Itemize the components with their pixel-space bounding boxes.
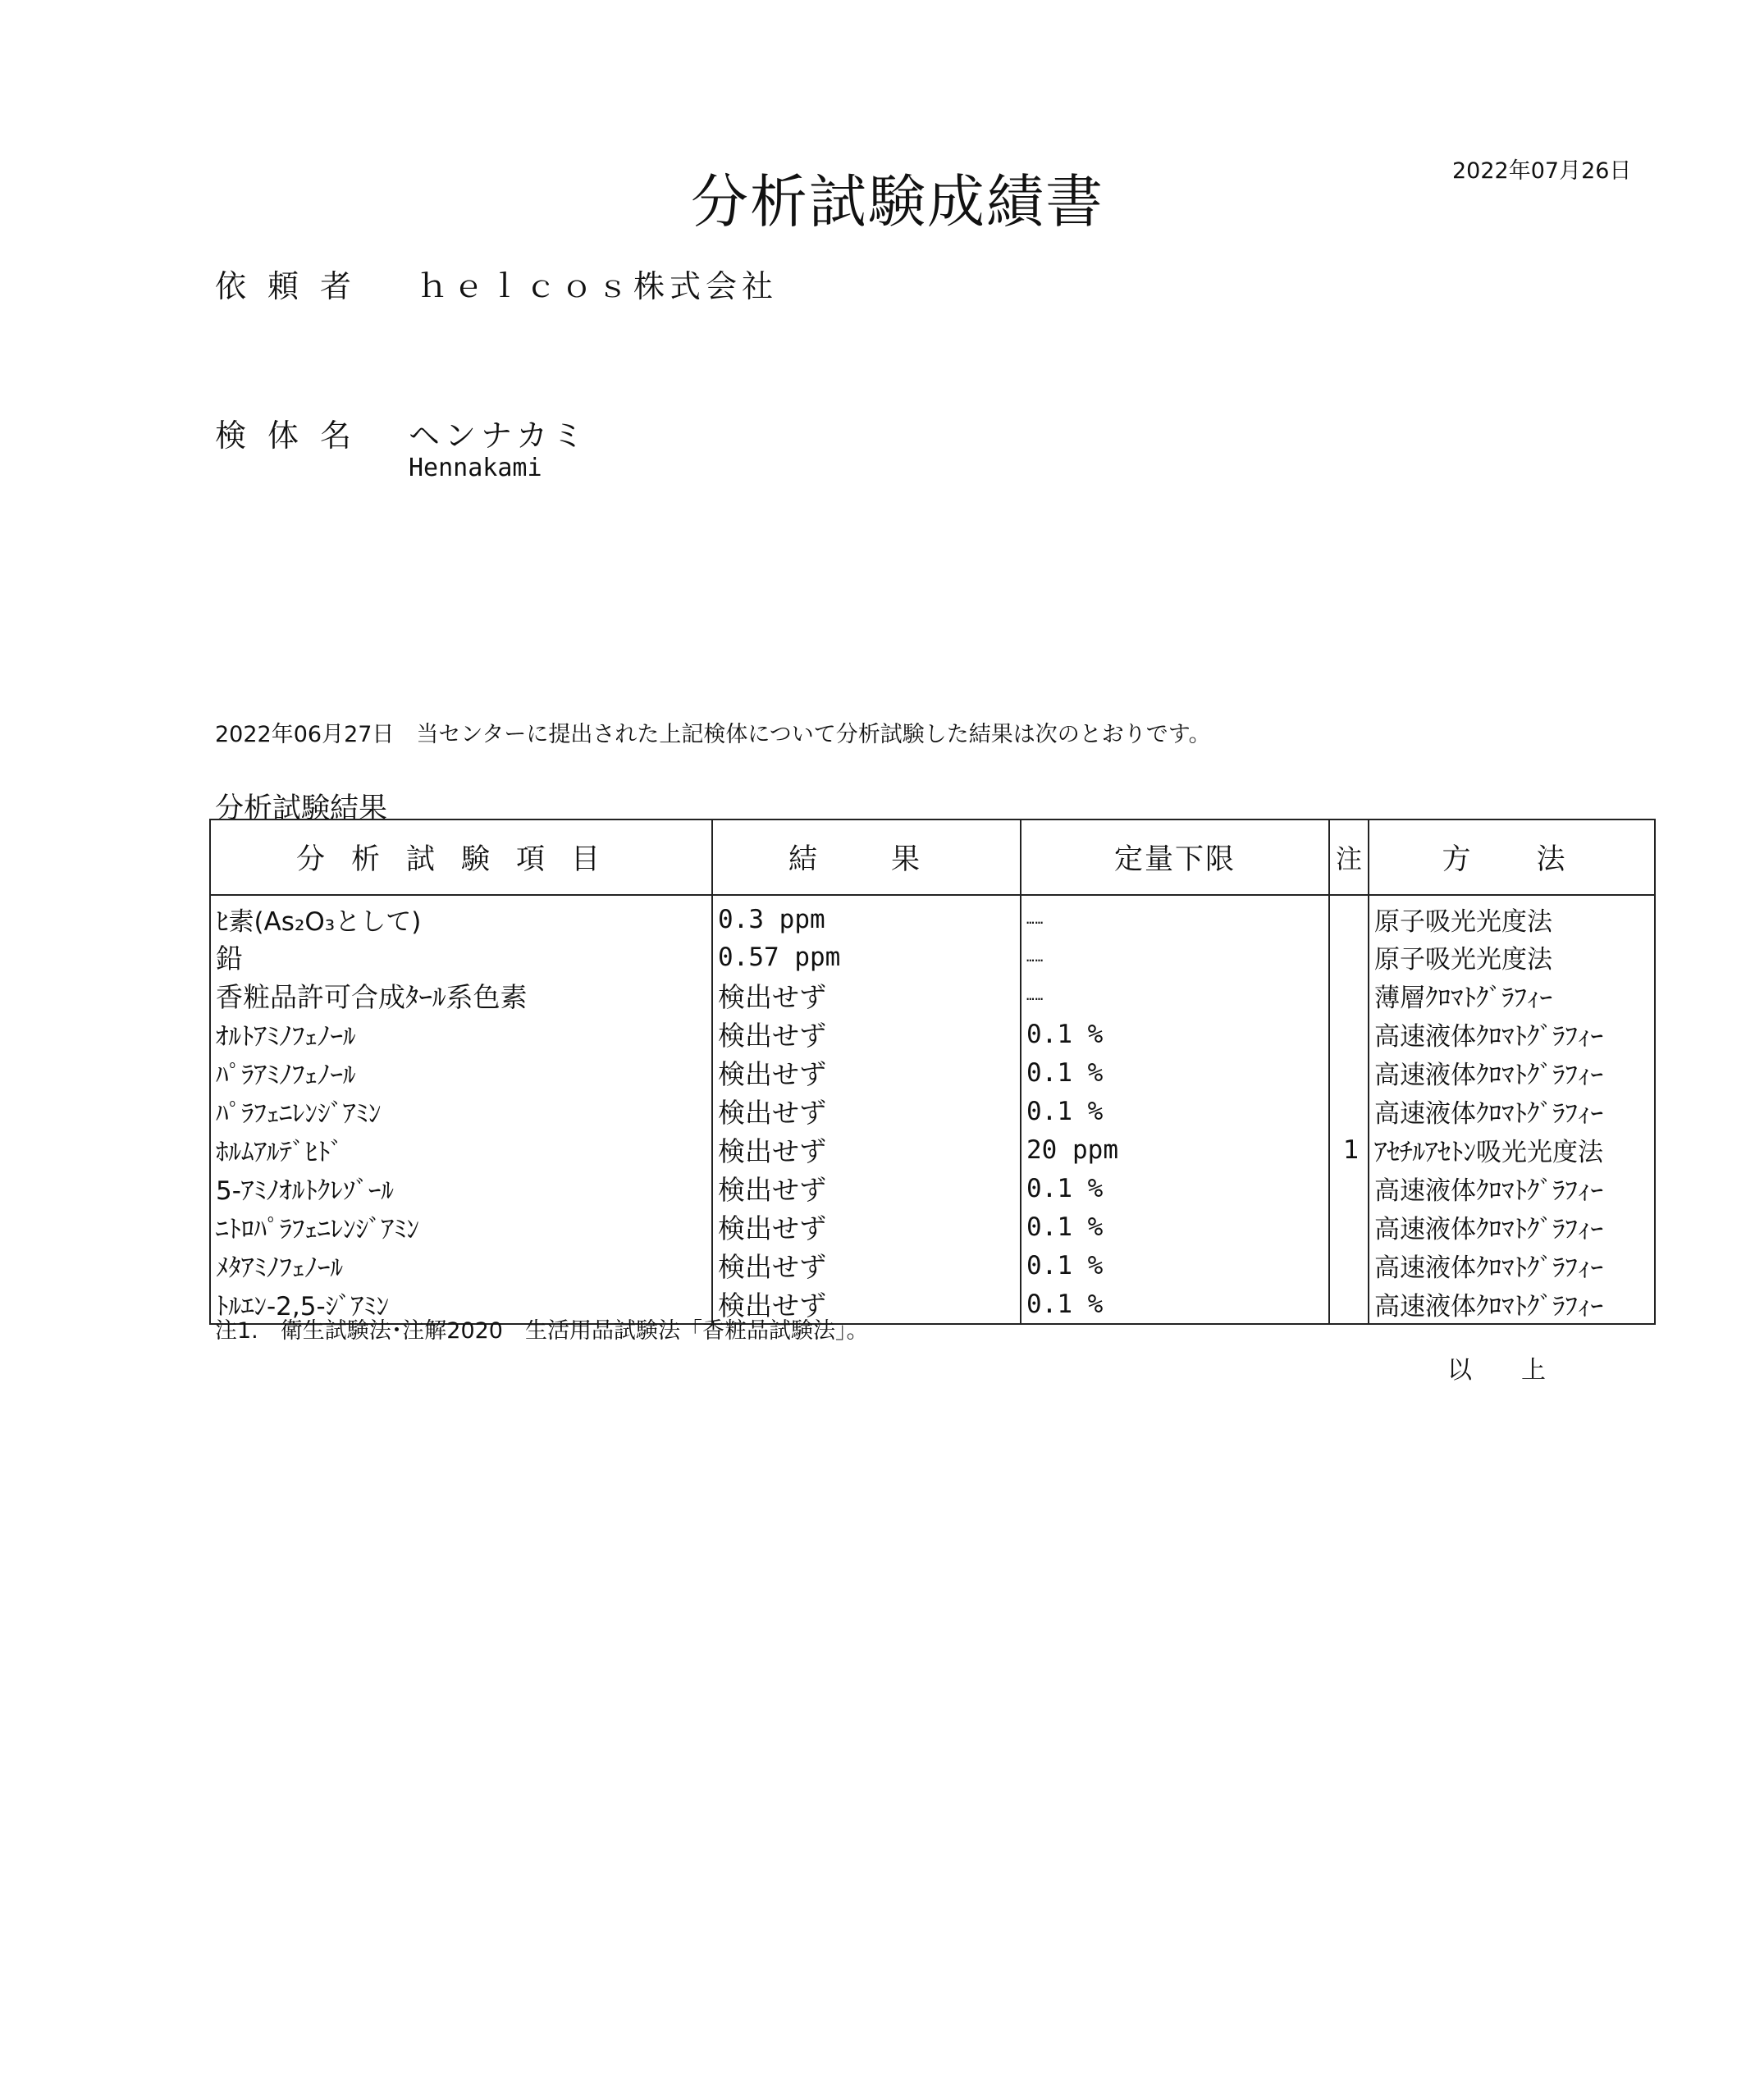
note-cell <box>1329 1015 1369 1053</box>
result-cell: 検出せず <box>712 1092 1021 1130</box>
item-cell: ﾊﾟﾗｱﾐﾉﾌｪﾉｰﾙ <box>210 1053 712 1092</box>
item-cell: 鉛 <box>210 938 712 976</box>
method-cell: 高速液体ｸﾛﾏﾄｸﾞﾗﾌｨｰ <box>1369 1169 1655 1208</box>
note-cell <box>1329 976 1369 1015</box>
method-cell: ｱｾﾁﾙｱｾﾄﾝ吸光光度法 <box>1369 1130 1655 1169</box>
result-cell: 検出せず <box>712 976 1021 1015</box>
footnote: 注1. 衛生試験法･注解2020 生活用品試験法「香粧品試験法」。 <box>215 1318 869 1344</box>
method-cell: 高速液体ｸﾛﾏﾄｸﾞﾗﾌｨｰ <box>1369 1208 1655 1246</box>
note-cell <box>1329 1208 1369 1246</box>
item-cell: 香粧品許可合成ﾀｰﾙ系色素 <box>210 976 712 1015</box>
result-cell: 検出せず <box>712 1208 1021 1246</box>
table-row <box>210 976 1655 1015</box>
limit-cell: 0.1 % <box>1021 1246 1329 1285</box>
result-cell: 0.57 ppm <box>712 938 1021 976</box>
header-limit: 定量下限 <box>1021 819 1329 895</box>
method-cell: 高速液体ｸﾛﾏﾄｸﾞﾗﾌｨｰ <box>1369 1053 1655 1092</box>
table-row <box>210 1015 1655 1053</box>
result-cell: 検出せず <box>712 1246 1021 1285</box>
limit-cell: 0.1 % <box>1021 1285 1329 1324</box>
limit-cell: …… <box>1021 938 1329 976</box>
issue-date: 2022年07月26日 <box>1452 158 1632 184</box>
result-cell: 検出せず <box>712 1169 1021 1208</box>
table-row <box>210 895 1655 938</box>
item-cell: ｵﾙﾄｱﾐﾉﾌｪﾉｰﾙ <box>210 1015 712 1053</box>
method-cell: 高速液体ｸﾛﾏﾄｸﾞﾗﾌｨｰ <box>1369 1092 1655 1130</box>
limit-cell: 0.1 % <box>1021 1053 1329 1092</box>
limit-cell: …… <box>1021 895 1329 938</box>
table-row <box>210 1130 1655 1169</box>
limit-cell: 0.1 % <box>1021 1092 1329 1130</box>
document-title: 分析試験成績書 <box>691 168 1104 235</box>
item-cell: ﾎﾙﾑｱﾙﾃﾞﾋﾄﾞ <box>210 1130 712 1169</box>
limit-cell: 20 ppm <box>1021 1130 1329 1169</box>
note-cell: 1 <box>1329 1130 1369 1169</box>
result-cell: 検出せず <box>712 1130 1021 1169</box>
method-cell: 高速液体ｸﾛﾏﾄｸﾞﾗﾌｨｰ <box>1369 1285 1655 1324</box>
note-cell <box>1329 895 1369 938</box>
table-row <box>210 1169 1655 1208</box>
sample-name-jp: ヘンナカミ <box>409 418 589 454</box>
result-cell: 検出せず <box>712 1285 1021 1324</box>
client-name: ｈｅｌｃｏｓ株式会社 <box>417 268 779 304</box>
note-cell <box>1329 1246 1369 1285</box>
client-label: 依頼者 <box>215 268 373 304</box>
method-cell: 原子吸光光度法 <box>1369 895 1655 938</box>
results-table <box>209 819 1656 1325</box>
note-cell <box>1329 1169 1369 1208</box>
table-row <box>210 1208 1655 1246</box>
note-cell <box>1329 1053 1369 1092</box>
intro-statement: 2022年06月27日 当センターに提出された上記検体について分析試験した結果は次のとおりです。 <box>215 722 1211 747</box>
limit-cell: 0.1 % <box>1021 1169 1329 1208</box>
note-cell <box>1329 1092 1369 1130</box>
result-cell: 検出せず <box>712 1053 1021 1092</box>
header-item: 分析試験項目 <box>210 819 712 895</box>
method-cell: 薄層ｸﾛﾏﾄｸﾞﾗﾌｨｰ <box>1369 976 1655 1015</box>
header-result: 結果 <box>712 819 1021 895</box>
result-cell: 検出せず <box>712 1015 1021 1053</box>
note-cell <box>1329 938 1369 976</box>
method-cell: 高速液体ｸﾛﾏﾄｸﾞﾗﾌｨｰ <box>1369 1015 1655 1053</box>
item-cell: ﾒﾀｱﾐﾉﾌｪﾉｰﾙ <box>210 1246 712 1285</box>
limit-cell: 0.1 % <box>1021 1015 1329 1053</box>
limit-cell: …… <box>1021 976 1329 1015</box>
item-cell: ﾄﾙｴﾝ-2,5-ｼﾞｱﾐﾝ <box>210 1285 712 1324</box>
table-row <box>210 1246 1655 1285</box>
method-cell: 原子吸光光度法 <box>1369 938 1655 976</box>
limit-cell: 0.1 % <box>1021 1208 1329 1246</box>
method-cell: 高速液体ｸﾛﾏﾄｸﾞﾗﾌｨｰ <box>1369 1246 1655 1285</box>
item-cell: ﾋ素(As₂O₃として) <box>210 895 712 938</box>
header-note: 注 <box>1329 819 1369 895</box>
section-title: 分析試験結果 <box>215 792 388 825</box>
note-cell <box>1329 1285 1369 1324</box>
result-cell: 0.3 ppm <box>712 895 1021 938</box>
sample-name-en: Hennakami <box>409 454 542 482</box>
table-header-row <box>210 819 1655 895</box>
end-mark: 以上 <box>1447 1356 1595 1385</box>
sample-label: 検体名 <box>215 418 373 454</box>
table-row <box>210 1092 1655 1130</box>
item-cell: ﾊﾟﾗﾌｪﾆﾚﾝｼﾞｱﾐﾝ <box>210 1092 712 1130</box>
item-cell: 5-ｱﾐﾉｵﾙﾄｸﾚｿﾞｰﾙ <box>210 1169 712 1208</box>
item-cell: ﾆﾄﾛﾊﾟﾗﾌｪﾆﾚﾝｼﾞｱﾐﾝ <box>210 1208 712 1246</box>
header-method: 方法 <box>1369 819 1655 895</box>
table-row <box>210 1053 1655 1092</box>
table-row <box>210 938 1655 976</box>
